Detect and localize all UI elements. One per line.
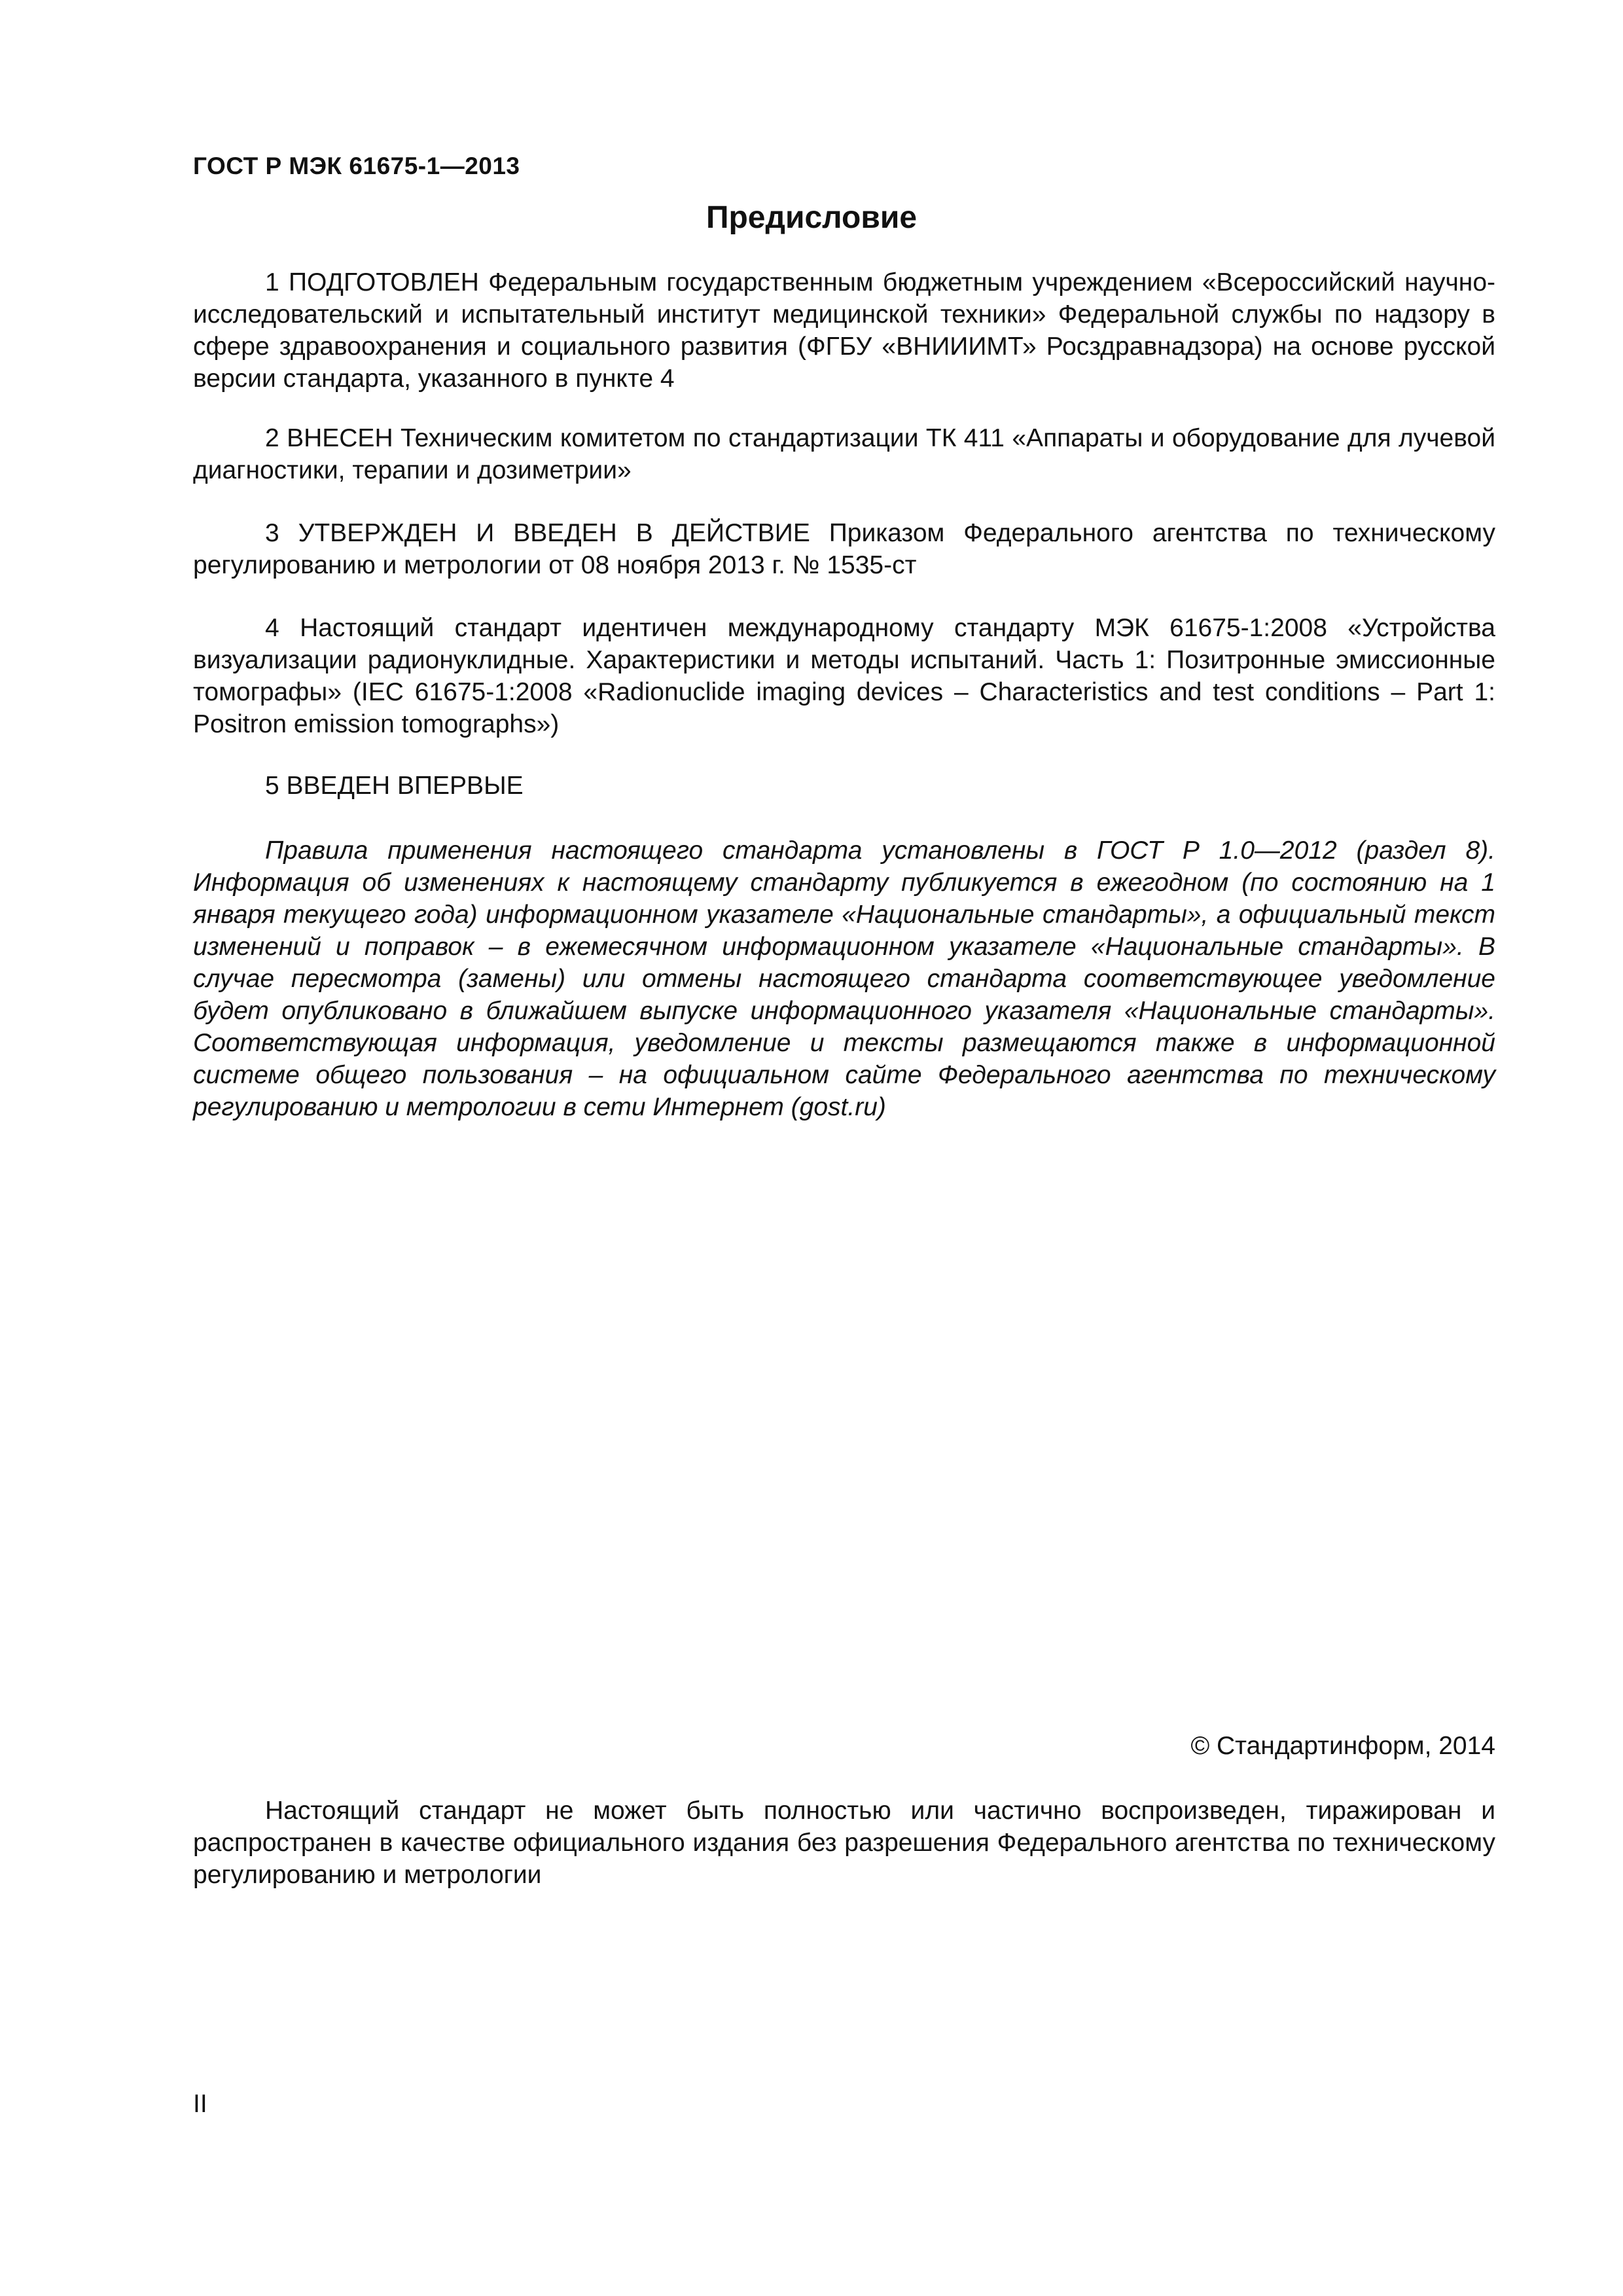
paragraph-prepared-by: 1 ПОДГОТОВЛЕН Федеральным государственным бюджетным учреждением «Всероссийский научно-исследовательский и испытательный институт медицинской техники» Федеральной службы по надзору в сфере здравоохранения и социального развития (ФГБУ «ВНИИИМТ» Росздравнадзора) на основе русской версии стандарта, указанного в пункте 4 <box>193 268 1495 393</box>
paragraph-first-introduced: 5 ВВЕДЕН ВПЕРВЫЕ <box>265 772 524 800</box>
reproduction-notice: Настоящий стандарт не может быть полностью или частично воспроизведен, тиражирован и распространен в качестве официального издания без разрешения Федерального агентства по техническому регулированию и метрологии <box>193 1797 1495 1889</box>
page-number: II <box>193 2090 207 2118</box>
paragraph-identical-standard: 4 Настоящий стандарт идентичен международному стандарту МЭК 61675-1:2008 «Устройства визуализации радионуклидные. Характеристики и методы испытаний. Часть 1: Позитронные эмиссионные томографы» (IEC 61675-1:2008 «Radionuclide imaging devices – Characteristics and test conditions – Part 1: Positron emission tomographs») <box>193 614 1495 738</box>
standard-code-header: ГОСТ Р МЭК 61675-1—2013 <box>193 152 520 179</box>
copyright-notice: © Стандартинформ, 2014 <box>1190 1732 1495 1760</box>
paragraph-approved: 3 УТВЕРЖДЕН И ВВЕДЕН В ДЕЙСТВИЕ Приказом Федерального агентства по техническому регулированию и метрологии от 08 ноября 2013 г. № 1535-ст <box>193 519 1495 579</box>
paragraph-application-rules: Правила применения настоящего стандарта установлены в ГОСТ Р 1.0—2012 (раздел 8). Информация об изменениях к настоящему стандарту публикуется в ежегодном (по состоянию на 1 января текущего года) информационном указателе «Национальные стандарты», а официальный текст изменений и поправок – в ежемесячном информационном указателе «Национальные стандарты». В случае пересмотра (замены) или отмены настоящего стандарта соответствующее уведомление будет опубликовано в ближайшем выпуске информационного указателя «Национальные стандарты». Соответствующая информация, уведомление и тексты размещаются также в информационной системе общего пользования – на официальном сайте Федерального агентства по техническому регулированию и метрологии в сети Интернет (gost.ru) <box>193 836 1495 1121</box>
paragraph-introduced-by: 2 ВНЕСЕН Техническим комитетом по стандартизации ТК 411 «Аппараты и оборудование для лучевой диагностики, терапии и дозиметрии» <box>193 424 1495 484</box>
page-title: Предисловие <box>705 200 918 235</box>
